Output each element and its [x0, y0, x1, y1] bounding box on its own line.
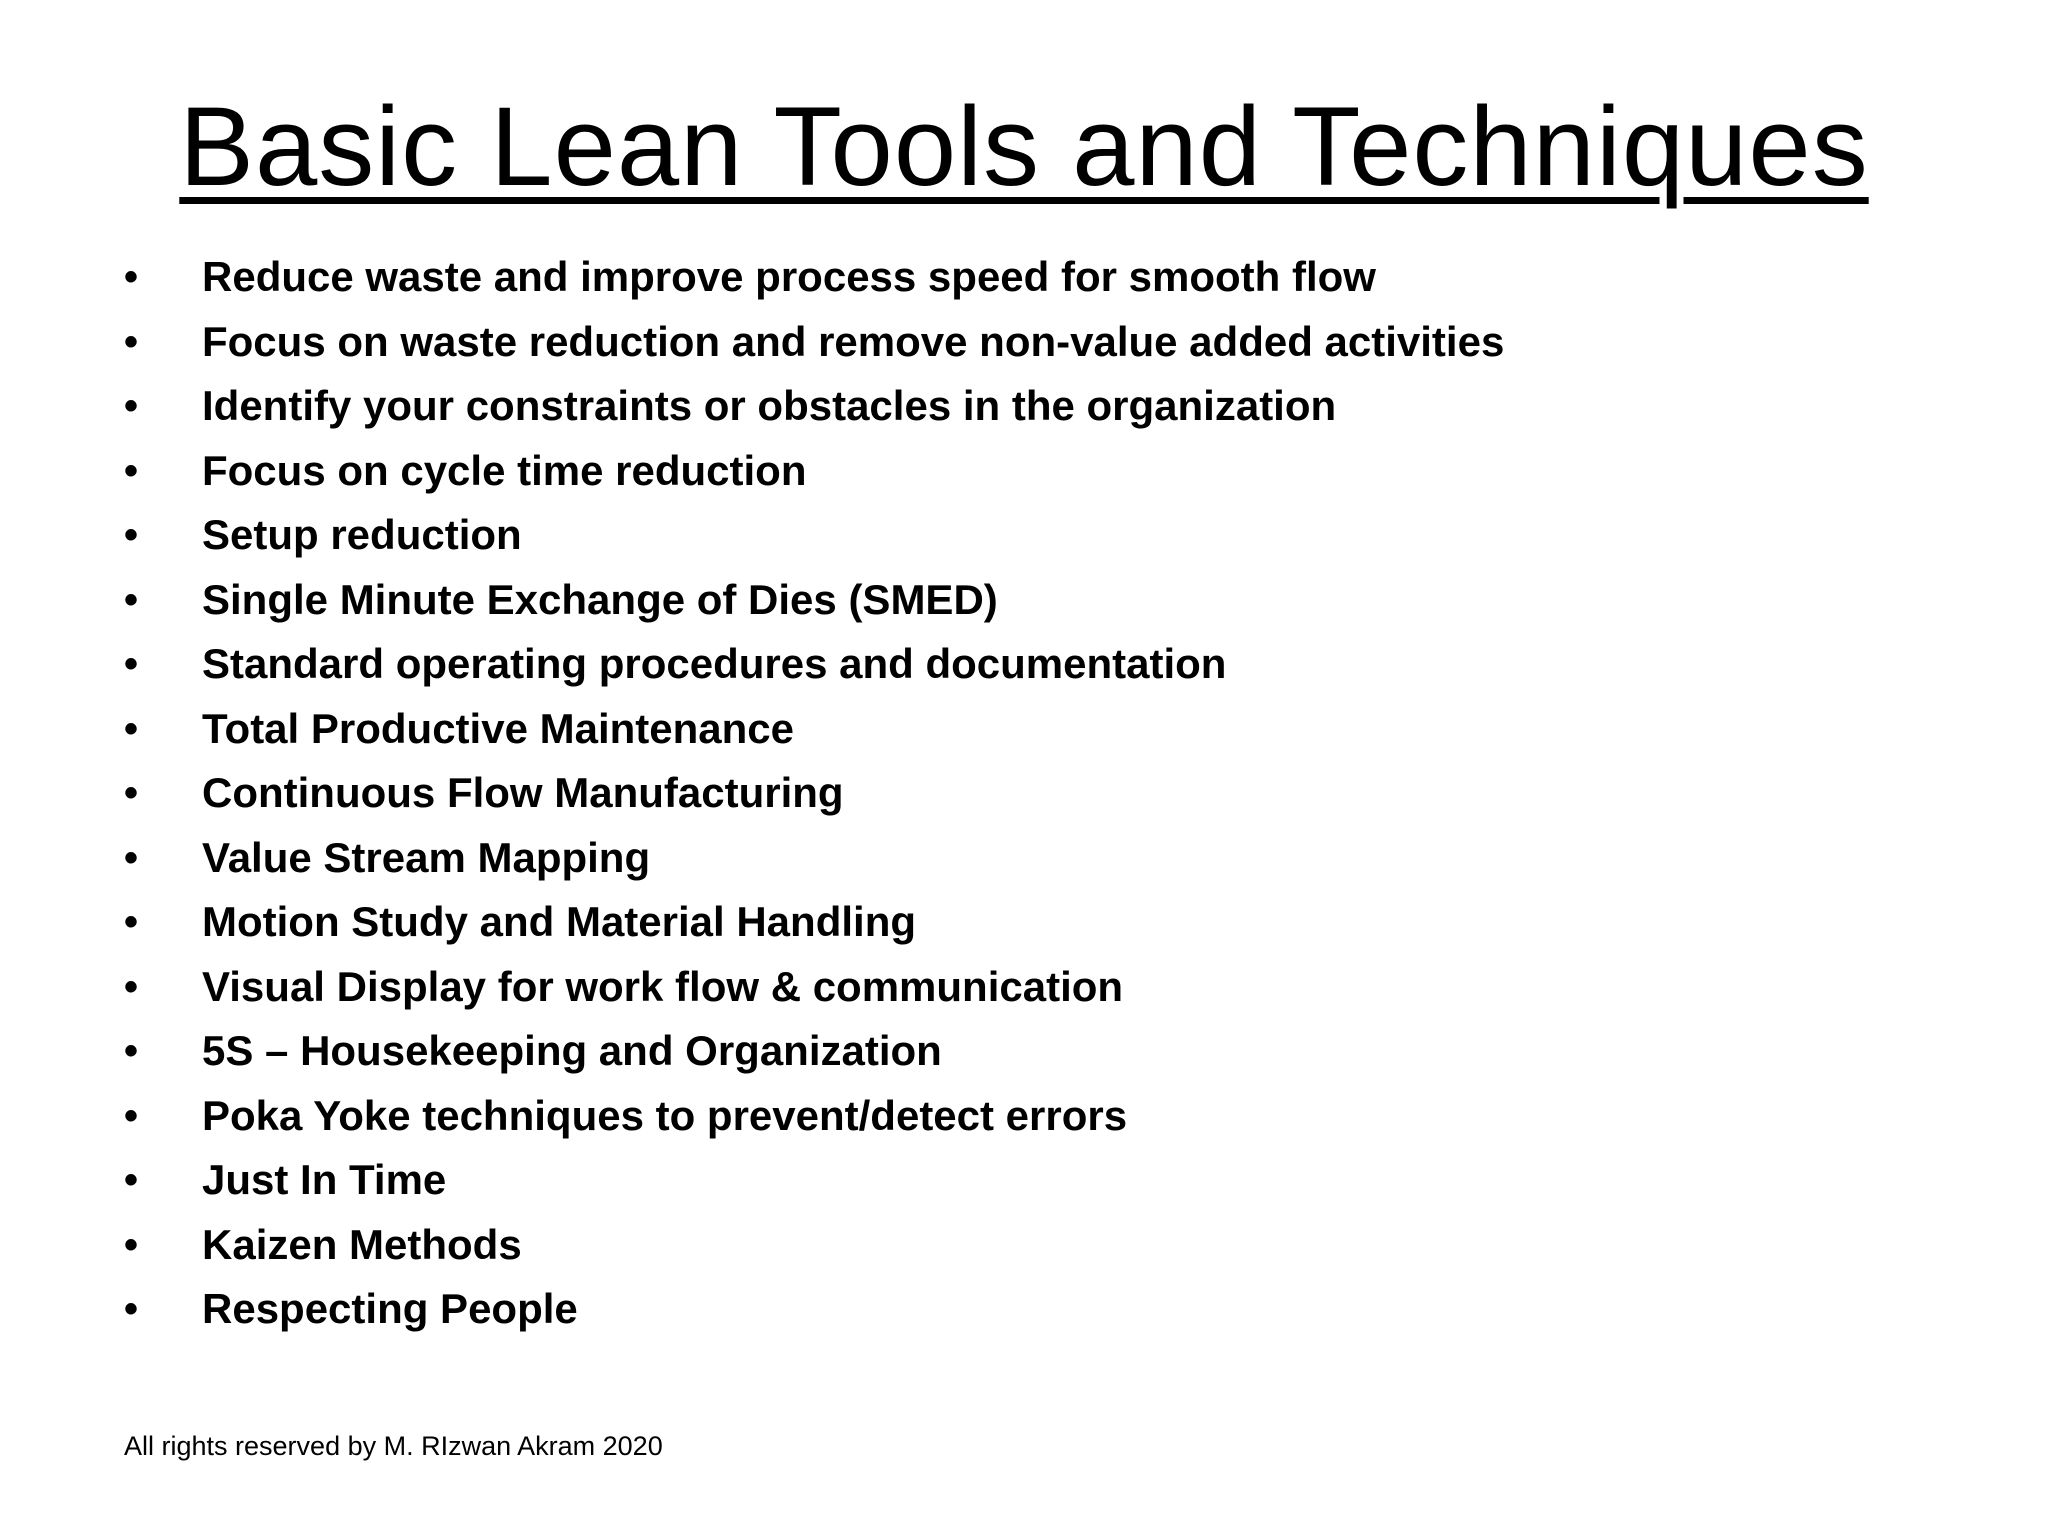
- bullet-icon: •: [124, 319, 139, 364]
- list-item: [0, 761, 1900, 826]
- bullet-icon: •: [124, 448, 139, 493]
- list-item-text: Reduce waste and improve process speed for smooth flow: [202, 253, 1376, 300]
- list-item-text: Continuous Flow Manufacturing: [202, 769, 844, 816]
- bullet-icon: •: [124, 706, 139, 751]
- list-item: [0, 568, 1900, 633]
- list-item-text: Value Stream Mapping: [202, 833, 651, 881]
- list-item-text: Kaizen Methods: [202, 1220, 522, 1268]
- list-item: [0, 439, 1900, 504]
- list-item: [0, 955, 1900, 1020]
- list-item: [0, 890, 1900, 955]
- bullet-icon: •: [124, 255, 139, 299]
- bullet-icon: •: [124, 835, 139, 880]
- list-item: [0, 1148, 1900, 1213]
- bullet-icon: •: [124, 1287, 139, 1331]
- list-item: [0, 826, 1900, 891]
- bullet-icon: •: [124, 1029, 139, 1073]
- bullet-icon: •: [124, 1158, 139, 1202]
- list-item-text: Setup reduction: [202, 511, 522, 558]
- copyright-footer: All rights reserved by M. RIzwan Akram 2020: [124, 1431, 663, 1461]
- bullet-icon: •: [124, 577, 139, 622]
- list-item-text: Poka Yoke techniques to prevent/detect errors: [202, 1091, 1128, 1139]
- list-item: [0, 374, 1900, 439]
- list-item: [0, 310, 1900, 375]
- slide-title: [0, 82, 2048, 212]
- list-item-text: Total Productive Maintenance: [202, 704, 794, 752]
- list-item-text: 5S – Housekeeping and Organization: [202, 1027, 942, 1074]
- list-item: [0, 1084, 1900, 1149]
- list-item-text: Respecting People: [202, 1285, 578, 1332]
- list-item-text: Focus on waste reduction and remove non-value added activities: [202, 317, 1505, 365]
- list-item: [0, 1277, 1900, 1342]
- list-item: [0, 1213, 1900, 1278]
- list-item: [0, 245, 1900, 310]
- list-item-text: Just In Time: [202, 1156, 447, 1203]
- bullet-list: [0, 245, 1900, 1342]
- bullet-icon: •: [124, 900, 139, 944]
- list-item-text: Standard operating procedures and documentation: [202, 640, 1227, 687]
- bullet-icon: •: [124, 964, 139, 1009]
- list-item: [0, 1019, 1900, 1084]
- slide-title-text: Basic Lean Tools and Techniques: [179, 84, 1869, 209]
- bullet-icon: •: [124, 384, 139, 428]
- list-item: [0, 632, 1900, 697]
- bullet-icon: •: [124, 513, 139, 557]
- list-item: [0, 697, 1900, 762]
- bullet-icon: •: [124, 1093, 139, 1138]
- bullet-icon: •: [124, 771, 139, 815]
- bullet-icon: •: [124, 642, 139, 686]
- bullet-icon: •: [124, 1222, 139, 1267]
- list-item-text: Single Minute Exchange of Dies (SMED): [202, 575, 998, 623]
- list-item-text: Visual Display for work flow & communication: [202, 962, 1124, 1010]
- list-item-text: Focus on cycle time reduction: [202, 446, 807, 494]
- list-item: [0, 503, 1900, 568]
- list-item-text: Identify your constraints or obstacles in the organization: [202, 382, 1337, 429]
- list-item-text: Motion Study and Material Handling: [202, 898, 916, 945]
